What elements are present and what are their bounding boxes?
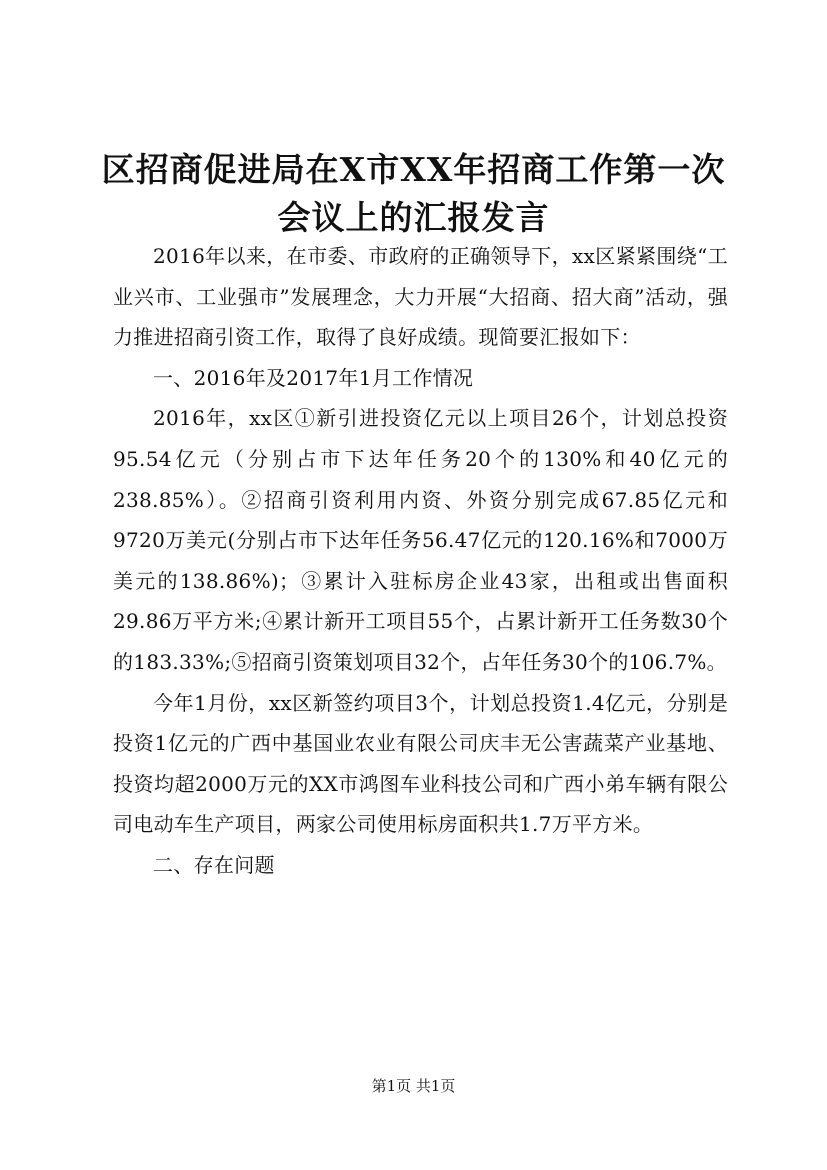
section-heading-2: 二、存在问题	[153, 852, 275, 877]
section-heading-1: 一、2016年及2017年1月工作情况	[153, 365, 474, 390]
document-title: 区招商促进局在X市XX年招商工作第一次会议上的汇报发言	[101, 150, 726, 237]
document-body	[113, 236, 728, 886]
paragraph-intro: 2016年以来，在市委、市政府的正确领导下，xx区紧紧围绕“工业兴市、工业强市”发展理念，大力开展“大招商、招大商”活动，强力推进招商引资工作，取得了良好成绩。现简要汇报如下：	[113, 244, 728, 350]
page-footer: 第1页 共1页	[371, 1077, 456, 1095]
paragraph-2016-results: 2016年，xx区①新引进投资亿元以上项目26个，计划总投资95.54亿元（分别占市下达年任务20个的130%和40亿元的238.85%）。②招商引资利用内资、外资分别完成67.85亿元和9720万美元(分别占市下达年任务56.47亿元的120.16%和7000万美元的138.86%)；③累计入驻标房企业43家，出租或出售面积29.86万平方米;④累计新开工项目55个，占累计新开工任务数30个的183.33%;⑤招商引资策划项目32个，占年任务30个的106.7%。	[113, 406, 728, 674]
paragraph-january: 今年1月份，xx区新签约项目3个，计划总投资1.4亿元，分别是投资1亿元的广西中基国业农业有限公司庆丰无公害蔬菜产业基地、投资均超2000万元的XX市鸿图车业科技公司和广西小弟车辆有限公司电动车生产项目，两家公司使用标房面积共1.7万平方米。	[113, 690, 728, 837]
